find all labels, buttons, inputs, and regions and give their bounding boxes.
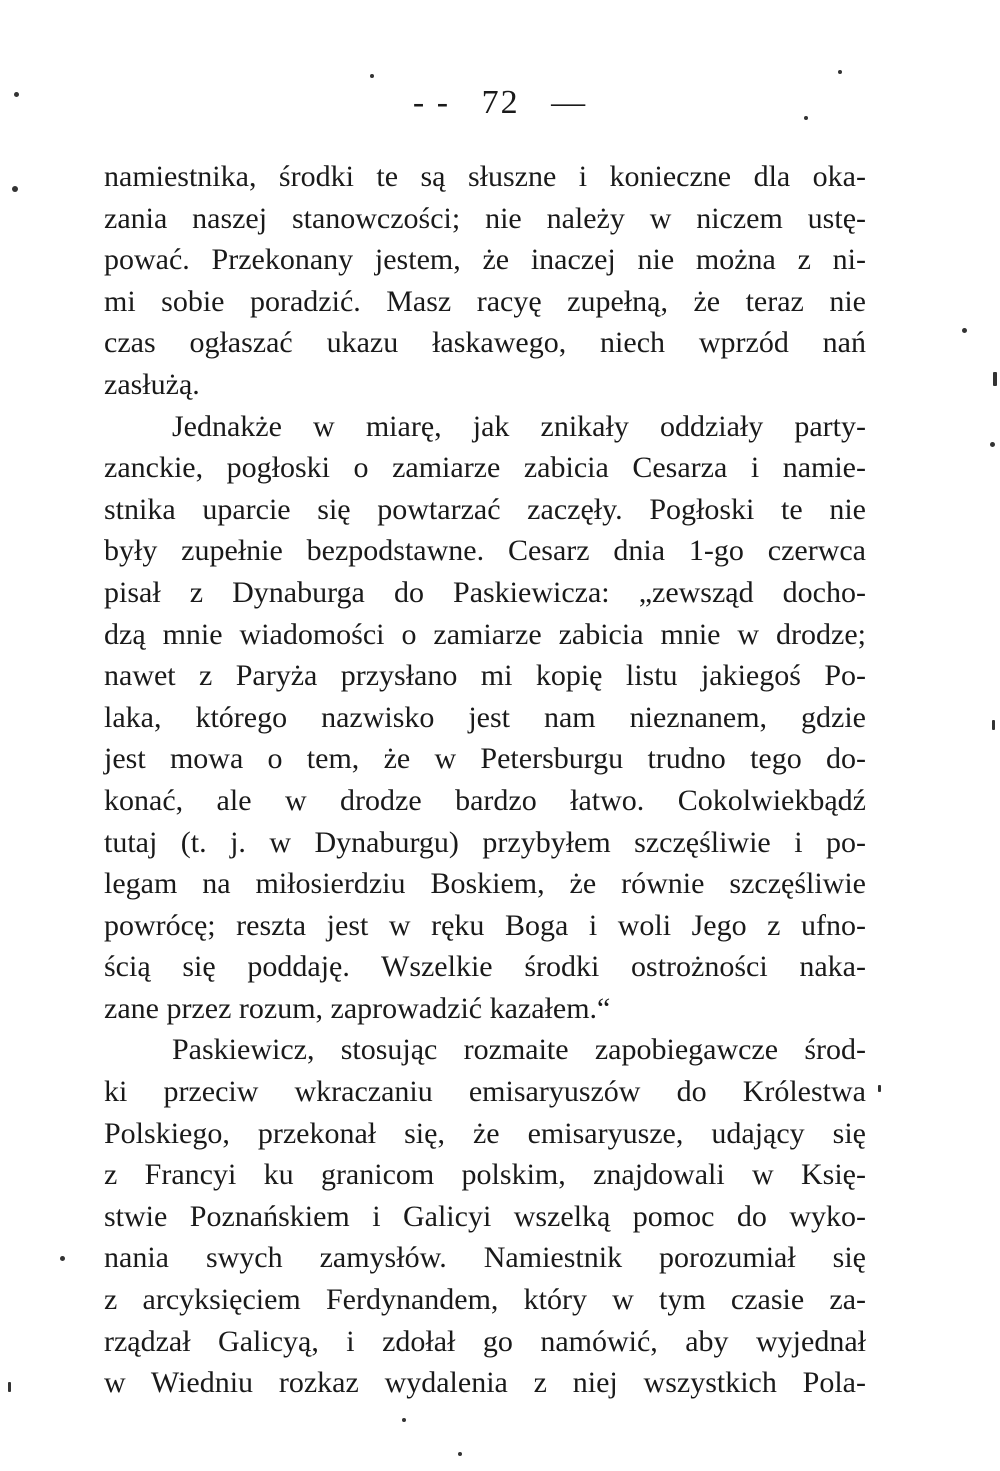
text-line: zasłużą. (104, 367, 200, 401)
page-number-value: 72 (481, 84, 520, 121)
text-line: pisał z Dynaburga do Paskiewicza: „zewsząd docho- (104, 575, 866, 609)
text-line: nania swych zamysłów. Namiestnik porozumiał się (104, 1241, 866, 1275)
scan-speck (878, 1085, 881, 1092)
text-line: w Wiedniu rozkaz wydalenia z niej wszystkich Pola- (104, 1366, 866, 1400)
scan-speck (993, 372, 997, 386)
text-line: ścią się poddaję. Wszelkie środki ostrożności naka- (104, 950, 866, 984)
text-line: stwie Poznańskiem i Galicyi wszelką pomoc do wyko- (104, 1199, 866, 1233)
text-line: stnika uparcie się powtarzać zaczęły. Pogłoski te nie (104, 492, 866, 526)
text-line: legam na miłosierdziu Boskiem, że równie szczęśliwie (104, 867, 866, 901)
page-number (0, 84, 1000, 122)
text-line: dzą mnie wiadomości o zamiarze zabicia mnie w drodze; (104, 617, 866, 651)
scan-speck (804, 116, 808, 120)
body-text (104, 156, 866, 1404)
text-line: zanckie, pogłoski o zamiarze zabicia Cesarza i namie- (104, 451, 866, 485)
text-line: zania naszej stanowczości; nie należy w niczem ustę- (104, 201, 866, 235)
text-line: czas ogłaszać ukazu łaskawego, niech wprzód nań (104, 326, 866, 360)
text-line: powrócę; reszta jest w ręku Boga i woli Jego z ufno- (104, 908, 866, 942)
scan-speck (962, 328, 967, 333)
text-line: z arcyksięciem Ferdynandem, który w tym czasie za- (104, 1283, 866, 1317)
page-number-dash-right: — (551, 84, 588, 121)
scan-speck (458, 1452, 462, 1456)
scan-speck (60, 1256, 65, 1261)
scan-speck (402, 1418, 406, 1422)
scan-speck (838, 70, 842, 74)
page-number-dash-left: - - (412, 84, 451, 121)
text-line: pować. Przekonany jestem, że inaczej nie można z ni- (104, 243, 866, 277)
text-line: tutaj (t. j. w Dynaburgu) przybyłem szczęśliwie i po- (104, 825, 866, 859)
scan-speck (14, 92, 19, 97)
paragraph-start-line: Jednakże w miarę, jak znikały oddziały party- (172, 409, 866, 443)
text-line: z Francyi ku granicom polskim, znajdowali w Księ- (104, 1158, 866, 1192)
text-line: konać, ale w drodze bardzo łatwo. Cokolwiekbądź (104, 783, 866, 817)
text-line: rządzał Galicyą, i zdołał go namówić, aby wyjednał (104, 1324, 866, 1358)
text-line: były zupełnie bezpodstawne. Cesarz dnia 1-go czerwca (104, 534, 866, 568)
text-line: laka, którego nazwisko jest nam nieznanem, gdzie (104, 700, 866, 734)
scan-speck (8, 1382, 11, 1392)
scan-speck (990, 442, 995, 447)
text-line: ki przeciw wkraczaniu emisaryuszów do Królestwa (104, 1075, 866, 1109)
text-line: namiestnika, środki te są słuszne i konieczne dla oka- (104, 160, 866, 193)
text-line: Polskiego, przekonał się, że emisaryusze, udający się (104, 1116, 866, 1150)
text-line: nawet z Paryża przysłano mi kopię listu jakiegoś Po- (104, 659, 866, 693)
scan-speck (370, 74, 374, 78)
text-line: jest mowa o tem, że w Petersburgu trudno tego do- (104, 742, 866, 776)
paragraph-start-line: Paskiewicz, stosując rozmaite zapobiegawcze środ- (172, 1033, 866, 1067)
text-line: zane przez rozum, zaprowadzić kazałem.“ (104, 991, 611, 1025)
text-line: mi sobie poradzić. Masz racyę zupełną, że teraz nie (104, 284, 866, 318)
scan-speck (992, 720, 995, 730)
scan-speck (12, 186, 18, 192)
